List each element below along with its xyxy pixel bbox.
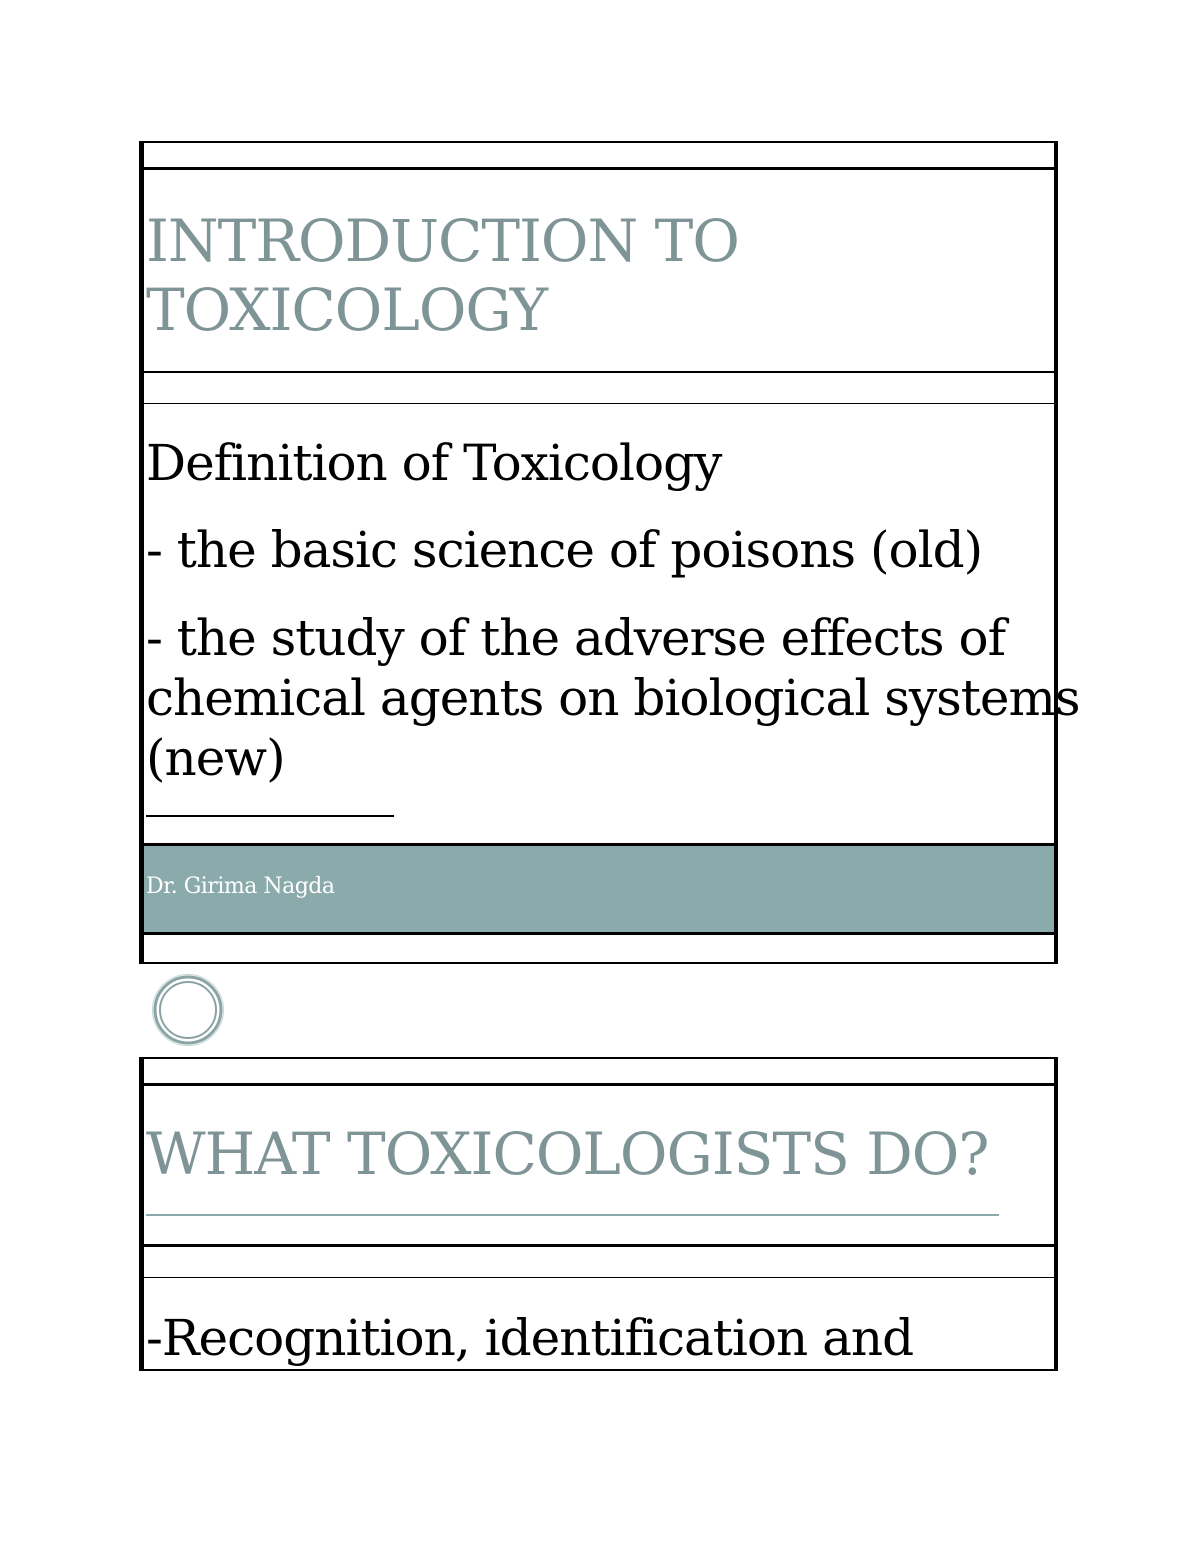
slide-title-line-1: INTRODUCTION TO	[146, 207, 739, 275]
footer-author: Dr. Girima Nagda	[146, 874, 335, 899]
divider	[144, 932, 1054, 935]
divider	[144, 167, 1054, 170]
ring-icon	[151, 973, 225, 1047]
definition-point-new-line-1: - the study of the adverse effects of	[146, 609, 1006, 667]
divider	[144, 1083, 1054, 1086]
slide-1	[139, 141, 1080, 964]
definition-point-new-line-2: chemical agents on biological systems	[146, 669, 1080, 727]
definition-point-old: - the basic science of poisons (old)	[146, 521, 983, 579]
slide-body-line-1: -Recognition, identification and	[146, 1309, 914, 1367]
short-rule	[146, 815, 394, 817]
slide-2	[139, 1057, 1058, 1371]
divider	[144, 1277, 1054, 1278]
footer-band	[144, 846, 1054, 932]
slide-title: WHAT TOXICOLOGISTS DO?	[146, 1120, 989, 1188]
divider	[144, 1244, 1054, 1247]
divider	[144, 403, 1054, 404]
definition-heading: Definition of Toxicology	[146, 434, 722, 492]
divider	[144, 371, 1054, 373]
title-underline	[146, 1214, 999, 1216]
slide-title-line-2: TOXICOLOGY	[146, 276, 548, 344]
definition-point-new-line-3: (new)	[146, 729, 285, 787]
